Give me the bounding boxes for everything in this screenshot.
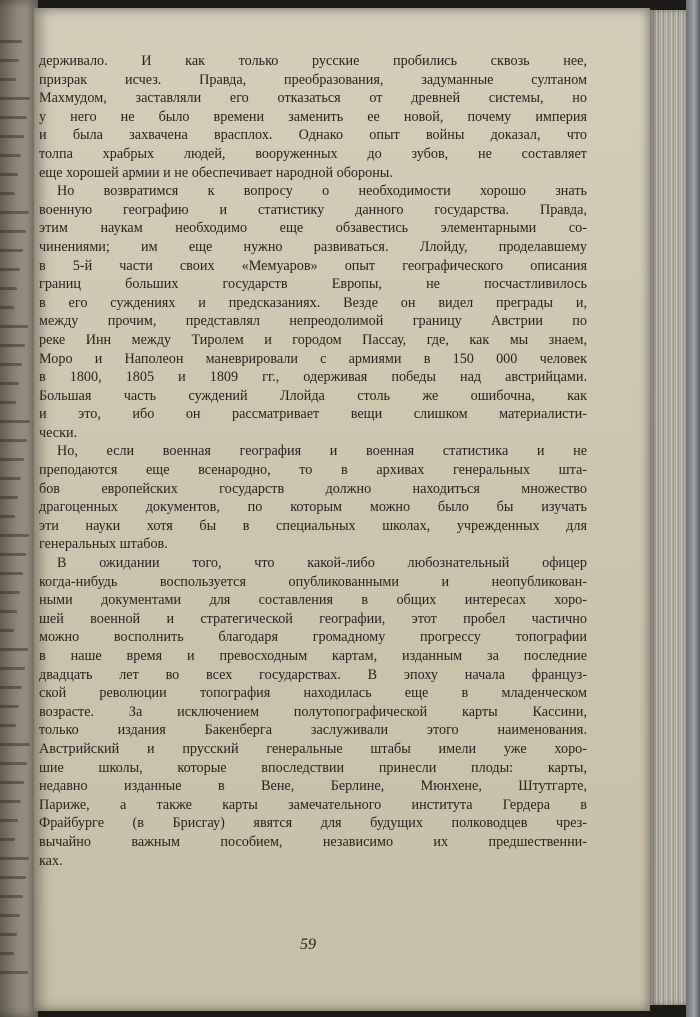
facing-page-text-mark <box>0 458 24 461</box>
page-edges <box>650 10 686 1005</box>
text-line: военную географию и статистику данного государства. Правда, <box>39 201 587 218</box>
facing-page-text-mark <box>0 382 19 385</box>
text-line: Фрайбурге (в Брисгау) явятся для будущих полководцев чрез- <box>39 815 587 832</box>
facing-page-text-mark <box>0 667 25 670</box>
facing-page-text-mark <box>0 515 15 518</box>
facing-page-text-mark <box>0 914 20 917</box>
facing-page-text-mark <box>0 572 23 575</box>
facing-page-text-mark <box>0 477 21 480</box>
facing-page-text-mark <box>0 59 19 62</box>
text-line: чески. <box>39 424 78 441</box>
text-line: можно восполнить благодаря громадному прогрессу топографии <box>39 629 587 646</box>
text-line: Но, если военная география и военная статистика и не <box>57 443 587 460</box>
text-line: шей военной и стратегической географии, этот пробел частично <box>39 610 587 627</box>
paragraph <box>39 554 587 870</box>
text-line: и это, ибо он рассматривает вещи слишком материалисти- <box>39 406 587 423</box>
body-text <box>39 52 587 870</box>
facing-page-text-mark <box>0 230 26 233</box>
text-line: когда-нибудь воспользуется опубликованными и неопубликован- <box>39 573 587 590</box>
facing-page-text-mark <box>0 135 24 138</box>
facing-page-text-mark <box>0 952 14 955</box>
facing-page-text-mark <box>0 78 16 81</box>
text-line: ках. <box>39 852 63 869</box>
facing-page-text-mark <box>0 857 29 860</box>
facing-page-text-mark <box>0 553 26 556</box>
text-line: Париже, а также карты замечательного института Гердера в <box>39 796 587 813</box>
facing-page-text-mark <box>0 686 22 689</box>
facing-page-text-mark <box>0 116 27 119</box>
text-line: Махмудом, заставляли его отказаться от древней системы, но <box>39 90 587 107</box>
facing-page-text-mark <box>0 648 28 651</box>
facing-page-text-mark <box>0 876 26 879</box>
text-line: в 5-й части своих «Мемуаров» опыт географического описания <box>39 257 587 274</box>
facing-page-text-mark <box>0 496 18 499</box>
facing-page-text-mark <box>0 705 19 708</box>
text-line: эти науки хотя бы в специальных школах, учрежденных для <box>39 517 587 534</box>
text-line: держивало. И как только русские пробились сквозь нее, <box>39 53 587 69</box>
text-line: еще хорошей армии и не обеспечивает народной обороны. <box>39 164 393 181</box>
facing-page-text-mark <box>0 781 24 784</box>
facing-page-text-mark <box>0 895 23 898</box>
facing-page-text-mark <box>0 591 20 594</box>
facing-page-text-mark <box>0 534 29 537</box>
facing-page-text-mark <box>0 629 14 632</box>
text-line: Австрийский и прусский генеральные штабы имели уже хоро- <box>39 740 587 757</box>
text-line: ской революции топография находилась еще в младенческом <box>39 685 587 702</box>
text-line: вычайно важным пособием, независимо их предшественни- <box>39 833 587 850</box>
facing-page-text-mark <box>0 268 20 271</box>
facing-page-text-mark <box>0 743 30 746</box>
text-line: преподаются еще всенародно, то в архивах генеральных шта- <box>39 462 587 479</box>
facing-page-text-mark <box>0 344 25 347</box>
text-line: границ больших государств Европы, не посчастливилось <box>39 276 587 293</box>
text-line: призрак исчез. Правда, преобразования, задуманные султаном <box>39 71 587 88</box>
text-line: драгоценных документов, по которым можно было бы изучать <box>39 499 587 516</box>
paragraph <box>39 442 587 554</box>
text-line: недавно изданные в Вене, Берлине, Мюнхене, Штутгарте, <box>39 778 587 795</box>
text-line: В ожидании того, что какой-либо любознательный офицер <box>57 555 587 572</box>
facing-page-text-mark <box>0 762 27 765</box>
text-line: в его суждениях и предсказаниях. Везде он видел преграды и, <box>39 294 587 311</box>
text-line: ными документами для составления в общих интересах хоро- <box>39 592 587 609</box>
text-line: генеральных штабов. <box>39 536 168 553</box>
facing-page-text-mark <box>0 211 29 214</box>
text-line: в 1800, 1805 и 1809 гг., одерживая победы над австрийцами. <box>39 369 587 386</box>
text-line: в наше время и превосходным картам, изданным за последние <box>39 648 587 664</box>
text-line: Большая часть суждений Ллойда столь же ошибочна, как <box>39 387 587 404</box>
facing-page-text-mark <box>0 97 30 100</box>
text-line: реке Инн между Тиролем и городом Пассау, где, как мы знаем, <box>39 331 587 348</box>
facing-page-text-mark <box>0 819 18 822</box>
paragraph <box>39 52 587 182</box>
facing-page-text-mark <box>0 933 17 936</box>
text-line: двадцать лет во всех государствах. В эпоху начала француз- <box>39 666 587 683</box>
text-line: шие школы, которые впоследствии принесли плоды: карты, <box>39 759 587 776</box>
facing-page-text-mark <box>0 192 15 195</box>
text-line: у него не было времени заменить ее новой, почему империя <box>39 108 587 125</box>
book-cover-edge <box>686 0 700 1017</box>
text-line: Но возвратимся к вопросу о необходимости хорошо знать <box>57 183 587 200</box>
facing-page-text-mark <box>0 40 22 43</box>
facing-page-text-mark <box>0 306 14 309</box>
text-line: бов европейских государств должно находиться множество <box>39 480 587 497</box>
facing-page-text-mark <box>0 724 16 727</box>
facing-page-text-mark <box>0 610 17 613</box>
text-line: чинениями; им еще нужно развиваться. Ллойду, проделавшему <box>39 238 587 255</box>
facing-page-text-mark <box>0 154 21 157</box>
text-line: Моро и Наполеон маневрировали с армиями в 150 000 человек <box>39 350 587 367</box>
facing-page-text-mark <box>0 363 22 366</box>
facing-page-text-mark <box>0 401 16 404</box>
text-line: между прочим, представлял непреодолимой границу Австрии по <box>39 313 587 330</box>
text-line: возрасте. За исключением полутопографической карты Кассини, <box>39 703 587 720</box>
facing-page-text-mark <box>0 838 15 841</box>
text-line: и была захвачена врасплох. Однако опыт войны доказал, что <box>39 127 587 144</box>
facing-page-text-mark <box>0 800 21 803</box>
facing-page-text-mark <box>0 173 18 176</box>
facing-page-text-mark <box>0 439 27 442</box>
text-line: только издания Бакенберга заслуживали этого наименования. <box>39 722 587 739</box>
facing-page-text-mark <box>0 287 17 290</box>
facing-page-text-mark <box>0 249 23 252</box>
facing-page-edge <box>0 0 38 1017</box>
facing-page-text-mark <box>0 325 28 328</box>
paragraph <box>39 182 587 442</box>
text-line: толпа храбрых людей, вооруженных до зубов, не составляет <box>39 145 587 162</box>
page-number: 59 <box>300 936 316 953</box>
facing-page-text-mark <box>0 420 30 423</box>
facing-page-text-mark <box>0 971 28 974</box>
text-line: этим наукам необходимо еще обзавестись элементарными со- <box>39 220 587 237</box>
